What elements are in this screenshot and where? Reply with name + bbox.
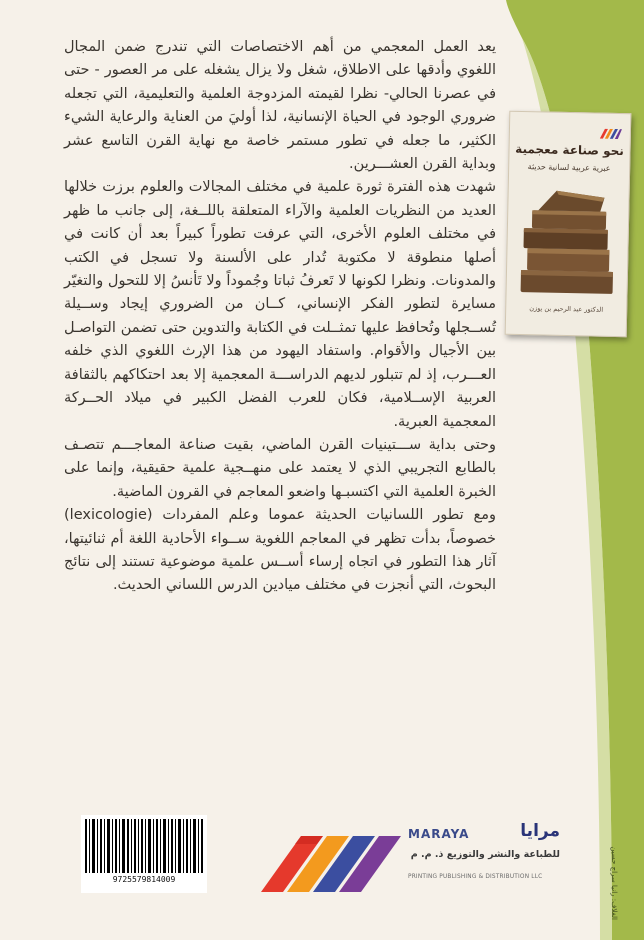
maraya-logo-icon [261,828,406,892]
cover-designer-credit: الغلاف: رانيا سراج حسين [610,846,618,920]
book-subtitle: عبرية عربية لسانية حديثة [527,162,611,173]
old-books-icon [514,178,620,298]
publisher-logo-icon [600,129,622,139]
barcode-bars [85,819,203,873]
isbn-number: 9725579814009 [112,875,176,884]
paragraph: وحتى بداية ســـتينيات القرن الماضي، بقيت صناعة المعاجـــم تتصـف بالطابع التجريبي الذي لا يعتمد على منهــجية علمية حقيقية، وإنما على الخبرة العلمية التي اكتسبـها واضعو المعاجم في القرون الماضية. [64,436,496,500]
publisher-name-latin: MARAYA [408,827,470,841]
isbn-barcode [81,815,207,893]
paragraph: ومع تطور اللسانيات الحديثة عموما وعلم المفردات (lexicologie) خصوصاً، بدأت تظهر في المعاجم اللغوية ســواء الأحادية اللغة أم ثنائيتها، آثار هذا التطور في اتجاه إرساء أســس علمية موضوعية تستند إلى نتائج البحوث، التي أنجزت في مختلف ميادين الدرس اللساني الحديث. [64,507,496,594]
book-cover-thumbnail [505,111,632,338]
publisher-tagline-english: PRINTING PUBLISHING & DISTRIBUTION LLC [408,874,543,880]
paragraph: شهدت هذه الفترة ثورة علمية في مختلف المجالات والعلوم برزت خلالها العديد من النظريات العلمية والآراء المتعلقة باللــغة، إلى جانب ما ظهر في مختلف العلوم الأخرى، التي عرفت تطوراً كبيراً بعد أن كانت في أصلها منطوقة لا مكتوبة تُدار على الألسنة ولا تسجل في الكتب والمدونات. ونظرا لكونها لا تَعرفُ ثباتا وجُموداً ولا تَأنسُ إلا للتحول والتغيّر مسايرة لتطور الفكر الإنساني، كــان من الضروري إيجاد وســيلة تُســجلها وتُحافظ عليها تمثــلت في الكتابة والتدوين حتى تضمن التواصـل بين الأجيال والأقوام. واستفاد اليهود من هذا الإرث اللغوي الذي خلفه العـــرب، إذ لم تتبلور لديهم الدراســـة المعجمية إلا بعد احتكاكهم بالثقافة العربية الإســلامية، فكان للعرب الفضل الكبير في ميلاد الحــركة المعجمية العبرية. [64,179,496,430]
publisher-name-arabic: مرايا [520,821,560,841]
book-title: نحو صناعة معجمية [515,141,624,159]
book-author: الدكتور عبد الرحيم بن يوزن [529,304,604,314]
paragraph: يعد العمل المعجمي من أهم الاختصاصات التي تندرج ضمن المجال اللغوي وأدقها على الاطلاق، شغل ولا يزال يشغله على مر العصور - حتى في عصرنا الحالي- نظرا لقيمته المزدوجة العلمية والتعليمية، التي تجعله ضروري الوجود في الحياة الإنسانية، لذا أوليَ من العناية والرعاية الشيء الكثير، ما جعله في تطور مستمر خاصة مع نهاية القرن التاسع عشر وبداية القرن العشـــرين. [64,39,496,173]
back-cover-text [64,36,496,598]
publisher-tagline-arabic: للطباعة والنشر والتوزيع ذ. م. م [410,849,560,860]
